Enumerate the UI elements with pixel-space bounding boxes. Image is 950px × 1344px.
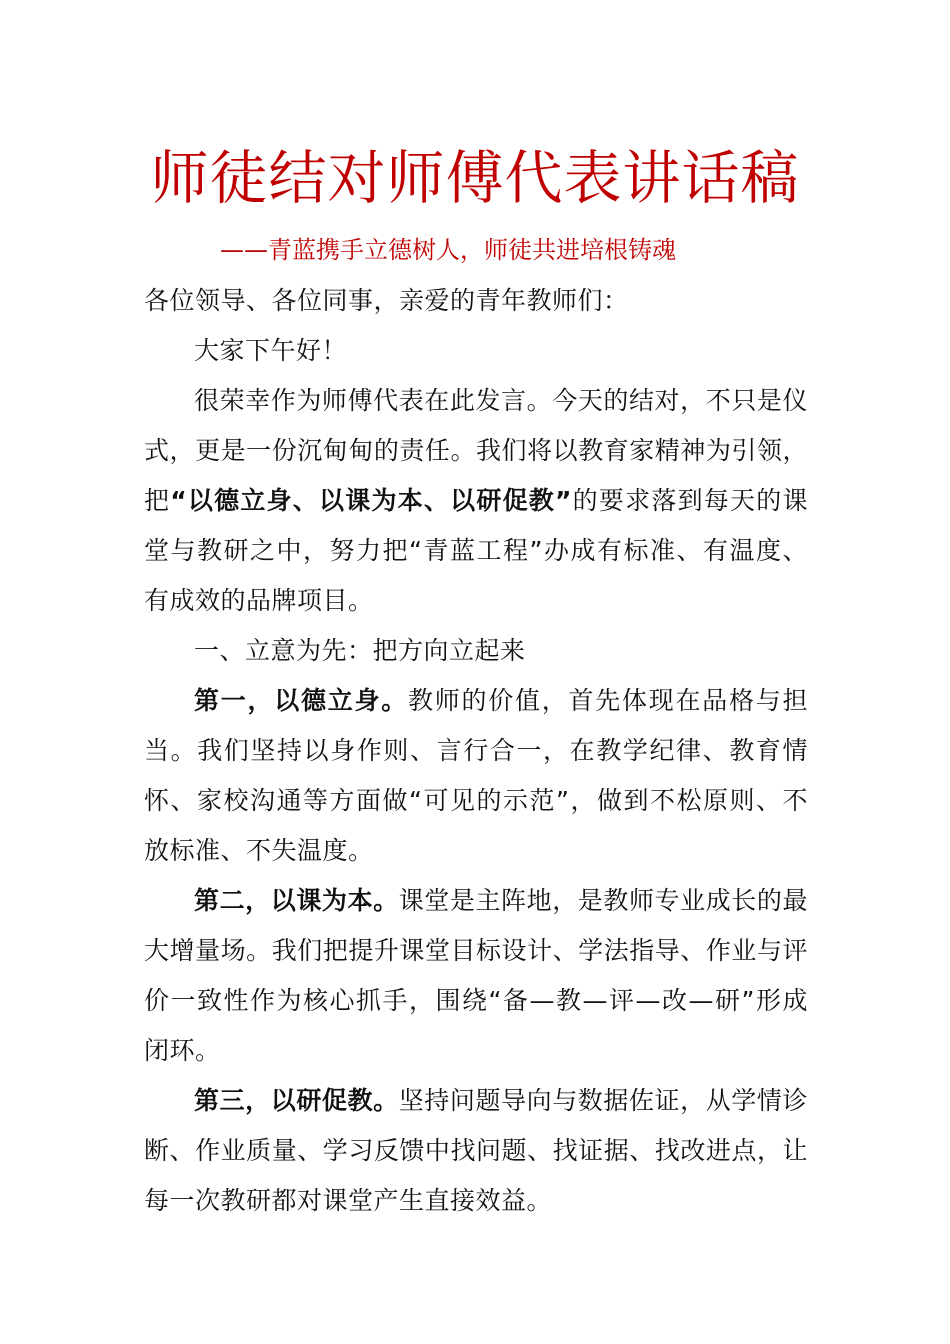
- greeting: 大家下午好！: [194, 336, 348, 365]
- point-text-1: 教师的价值，首先体现在品格与担当。我们坚持以身作则、言行合一，在教学纪律、教育情怀、家校沟通等方面做“可见的示范”，做到不松原则、不放标准、不失温度。: [144, 686, 808, 865]
- intro-paragraph: [144, 376, 808, 626]
- document-subtitle: ——青蓝携手立德树人，师徒共进培根铸魂: [220, 236, 676, 264]
- salutation: 各位领导、各位同事，亲爱的青年教师们：: [144, 286, 629, 315]
- intro-text-1: 很荣幸作为师傅代表在此发言。今天的结对，不只是仪式，更是一份沉甸甸的责任。我们将以教育家精神为引领，把: [144, 386, 808, 515]
- point-text-3: 坚持问题导向与数据佐证，从学情诊断、作业质量、学习反馈中找问题、找证据、找改进点，让每一次教研都对课堂产生直接效益。: [144, 1086, 808, 1215]
- point-paragraph-3: [144, 1076, 808, 1226]
- point-paragraph-2: [144, 876, 808, 1076]
- point-lead-3: 第三，以研促教。: [194, 1086, 399, 1115]
- point-lead-1: 第一，以德立身。: [194, 686, 408, 715]
- intro-bold-motto: “以德立身、以课为本、以研促教”: [170, 486, 572, 515]
- document-title: 师徒结对师傅代表讲话稿: [150, 144, 800, 212]
- section-heading: 一、立意为先：把方向立起来: [194, 636, 526, 665]
- point-paragraph-1: [144, 676, 808, 876]
- point-text-2: 课堂是主阵地，是教师专业成长的最大增量场。我们把提升课堂目标设计、学法指导、作业与评价一致性作为核心抓手，围绕“备—教—评—改—研”形成闭环。: [144, 886, 808, 1065]
- document-body: [144, 276, 808, 1226]
- intro-text-2: 的要求落到每天的课堂与教研之中，努力把“青蓝工程”办成有标准、有温度、有成效的品牌项目。: [144, 486, 808, 615]
- point-lead-2: 第二，以课为本。: [194, 886, 399, 915]
